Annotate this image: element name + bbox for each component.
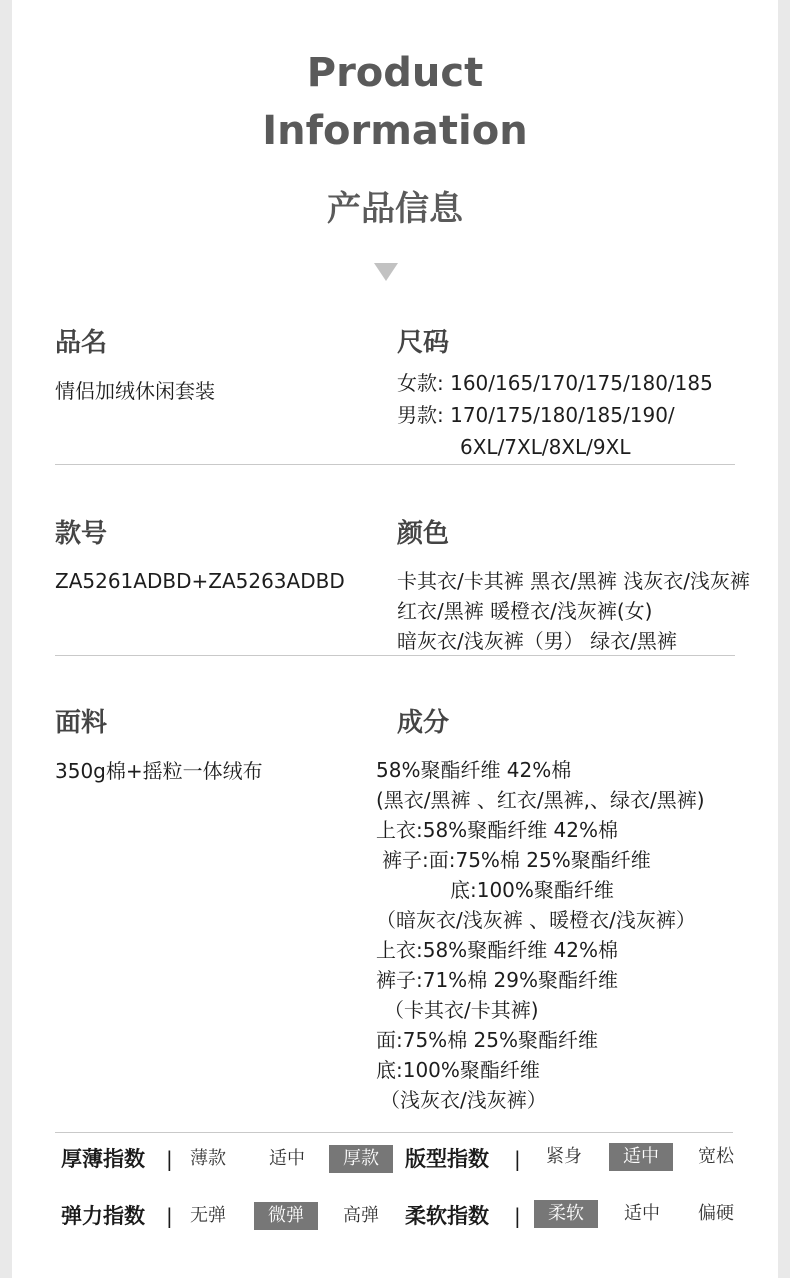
fit-option-selected: 适中 <box>609 1143 673 1171</box>
color-line: 暗灰衣/浅灰裤（男） 绿衣/黑裤 <box>397 629 677 653</box>
composition-line: 上衣:58%聚酯纤维 42%棉 <box>376 938 619 962</box>
size-line: 女款: 160/165/170/175/180/185 <box>397 371 713 395</box>
down-triangle-icon <box>374 263 398 281</box>
composition-label: 成分 <box>397 708 450 738</box>
color-line: 红衣/黑裤 暖橙衣/浅灰裤(女) <box>397 599 653 623</box>
composition-line: 裤子:71%棉 29%聚酯纤维 <box>376 968 619 992</box>
softness-index-title: 柔软指数 <box>405 1204 489 1228</box>
thickness-option-selected: 厚款 <box>329 1145 393 1173</box>
elasticity-option: 高弹 <box>343 1205 379 1226</box>
fit-index-title: 版型指数 <box>405 1147 489 1171</box>
model-label: 款号 <box>55 519 108 549</box>
size-line: 男款: 170/175/180/185/190/ <box>397 403 675 427</box>
elasticity-option: 无弹 <box>190 1205 226 1226</box>
thickness-option: 薄款 <box>190 1148 226 1169</box>
fit-option: 宽松 <box>698 1146 734 1167</box>
composition-line: （浅灰衣/浅灰裤） <box>380 1088 547 1112</box>
name-value: 情侣加绒休闲套装 <box>55 379 215 403</box>
title-english-line2: Information <box>262 108 528 154</box>
composition-line: （暗灰衣/浅灰裤 、暖橙衣/浅灰裤） <box>376 908 696 932</box>
fabric-value: 350g棉+摇粒一体绒布 <box>55 759 263 783</box>
thickness-index-title: 厚薄指数 <box>61 1147 145 1171</box>
fabric-label: 面料 <box>55 708 108 738</box>
index-separator: | <box>514 1147 521 1171</box>
title-chinese: 产品信息 <box>327 189 463 229</box>
name-label: 品名 <box>55 328 108 358</box>
model-value: ZA5261ADBD+ZA5263ADBD <box>55 569 345 593</box>
composition-line: （卡其衣/卡其裤) <box>384 998 539 1022</box>
fit-option: 紧身 <box>546 1146 582 1167</box>
composition-line: 面:75%棉 25%聚酯纤维 <box>376 1028 599 1052</box>
thickness-option: 适中 <box>269 1148 305 1169</box>
section-divider <box>55 464 735 465</box>
size-label: 尺码 <box>397 328 450 358</box>
softness-option-selected: 柔软 <box>534 1200 598 1228</box>
section-divider <box>55 655 735 656</box>
composition-line: 裤子:面:75%棉 25%聚酯纤维 <box>382 848 651 872</box>
size-line: 6XL/7XL/8XL/9XL <box>460 435 631 459</box>
softness-option: 偏硬 <box>698 1203 734 1224</box>
composition-line: 底:100%聚酯纤维 <box>376 1058 540 1082</box>
title-english-line1: Product <box>306 50 484 96</box>
composition-line: (黑衣/黑裤 、红衣/黑裤,、绿衣/黑裤) <box>376 788 705 812</box>
elasticity-index-title: 弹力指数 <box>61 1204 145 1228</box>
softness-option: 适中 <box>624 1203 660 1224</box>
color-label: 颜色 <box>397 519 450 549</box>
index-separator: | <box>166 1147 173 1171</box>
index-separator: | <box>514 1204 521 1228</box>
index-separator: | <box>166 1204 173 1228</box>
composition-line: 上衣:58%聚酯纤维 42%棉 <box>376 818 619 842</box>
composition-line: 58%聚酯纤维 42%棉 <box>376 758 572 782</box>
composition-line: 底:100%聚酯纤维 <box>450 878 614 902</box>
color-line: 卡其衣/卡其裤 黑衣/黑裤 浅灰衣/浅灰裤 <box>397 569 750 593</box>
section-divider <box>55 1132 733 1133</box>
elasticity-option-selected: 微弹 <box>254 1202 318 1230</box>
